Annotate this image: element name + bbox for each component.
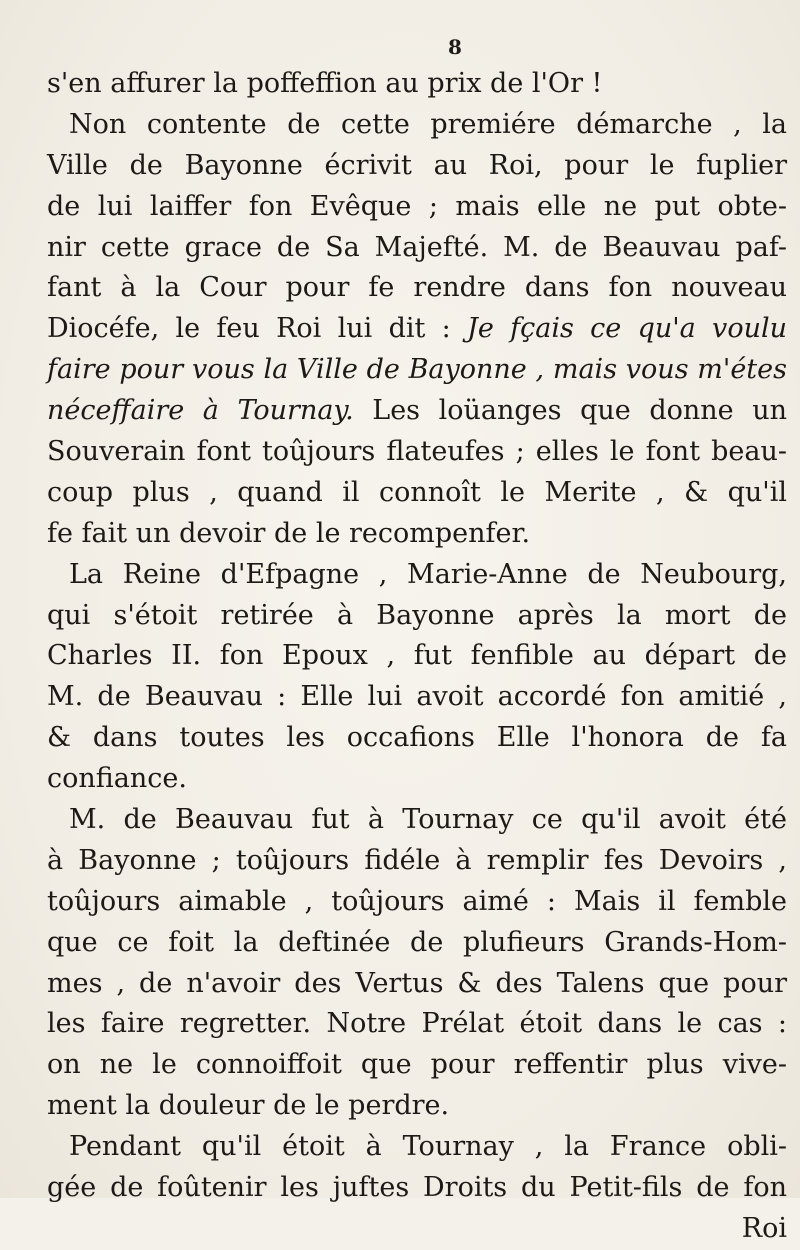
italic-quote: néceffaire à Tournay. (47, 395, 354, 427)
text-line: de lui laiffer fon Evêque ; mais elle ne put obte- (47, 190, 787, 222)
text-line: toûjours aimable , toûjours aimé : Mais il femble (47, 885, 787, 917)
text-line: mes , de n'avoir des Vertus & des Talens que pour (47, 967, 787, 999)
text-line: à Bayonne ; toûjours fidéle à remplir fes Devoirs , (47, 844, 787, 876)
text-line: nir cette grace de Sa Majefté. M. de Beauvau paf- (47, 231, 787, 263)
text-segment: Diocéfe, le feu Roi lui dit : (47, 313, 468, 345)
page-number: 8 (448, 35, 462, 59)
text-segment: Les loüanges que donne un (353, 395, 787, 427)
text-line: M. de Beauvau : Elle lui avoit accordé fon amitié , (47, 681, 787, 713)
text-line: s'en affurer la poffeffion au prix de l'Or ! (47, 68, 603, 99)
text-line: fe fait un devoir de le recompenfer. (47, 517, 531, 549)
text-line (47, 309, 787, 350)
text-line: coup plus , quand il connoît le Merite , & qu'il (47, 476, 787, 508)
body-text (47, 64, 787, 1250)
text-line (47, 391, 787, 432)
text-line: & dans toutes les occafions Elle l'honora de fa (47, 722, 787, 754)
italic-quote: Je fçais ce qu'a voulu (467, 313, 787, 345)
text-line: Ville de Bayonne écrivit au Roi, pour le fuplier (47, 149, 787, 181)
text-line: fant à la Cour pour fe rendre dans fon nouveau (47, 272, 787, 304)
text-line: confiance. (47, 763, 187, 795)
text-line: ment la douleur de le perdre. (47, 1090, 450, 1122)
text-line: Charles II. fon Epoux , fut fenfible au départ de (47, 640, 787, 672)
text-line: qui s'étoit retirée à Bayonne après la mort de (47, 599, 787, 631)
catchword: Roi (741, 1212, 787, 1244)
text-line: gée de foûtenir les juftes Droits du Petit-fils de fon (47, 1172, 787, 1204)
text-line: Non contente de cette premiére démarche , la (69, 108, 787, 140)
text-line: on ne le connoiffoit que pour reffentir plus vive- (47, 1049, 787, 1081)
text-line: La Reine d'Efpagne , Marie-Anne de Neubourg, (69, 558, 787, 590)
text-line: les faire regretter. Notre Prélat étoit dans le cas : (47, 1008, 787, 1040)
italic-quote-line: faire pour vous la Ville de Bayonne , mais vous m'étes (47, 354, 787, 386)
text-line: M. de Beauvau fut à Tournay ce qu'il avoit été (69, 804, 787, 836)
text-line: Souverain font toûjours flateufes ; elles le font beau- (47, 436, 787, 468)
text-line: que ce foit la deftinée de plufieurs Grands-Hom- (47, 926, 787, 958)
text-line: Pendant qu'il étoit à Tournay , la France obli- (69, 1131, 787, 1163)
